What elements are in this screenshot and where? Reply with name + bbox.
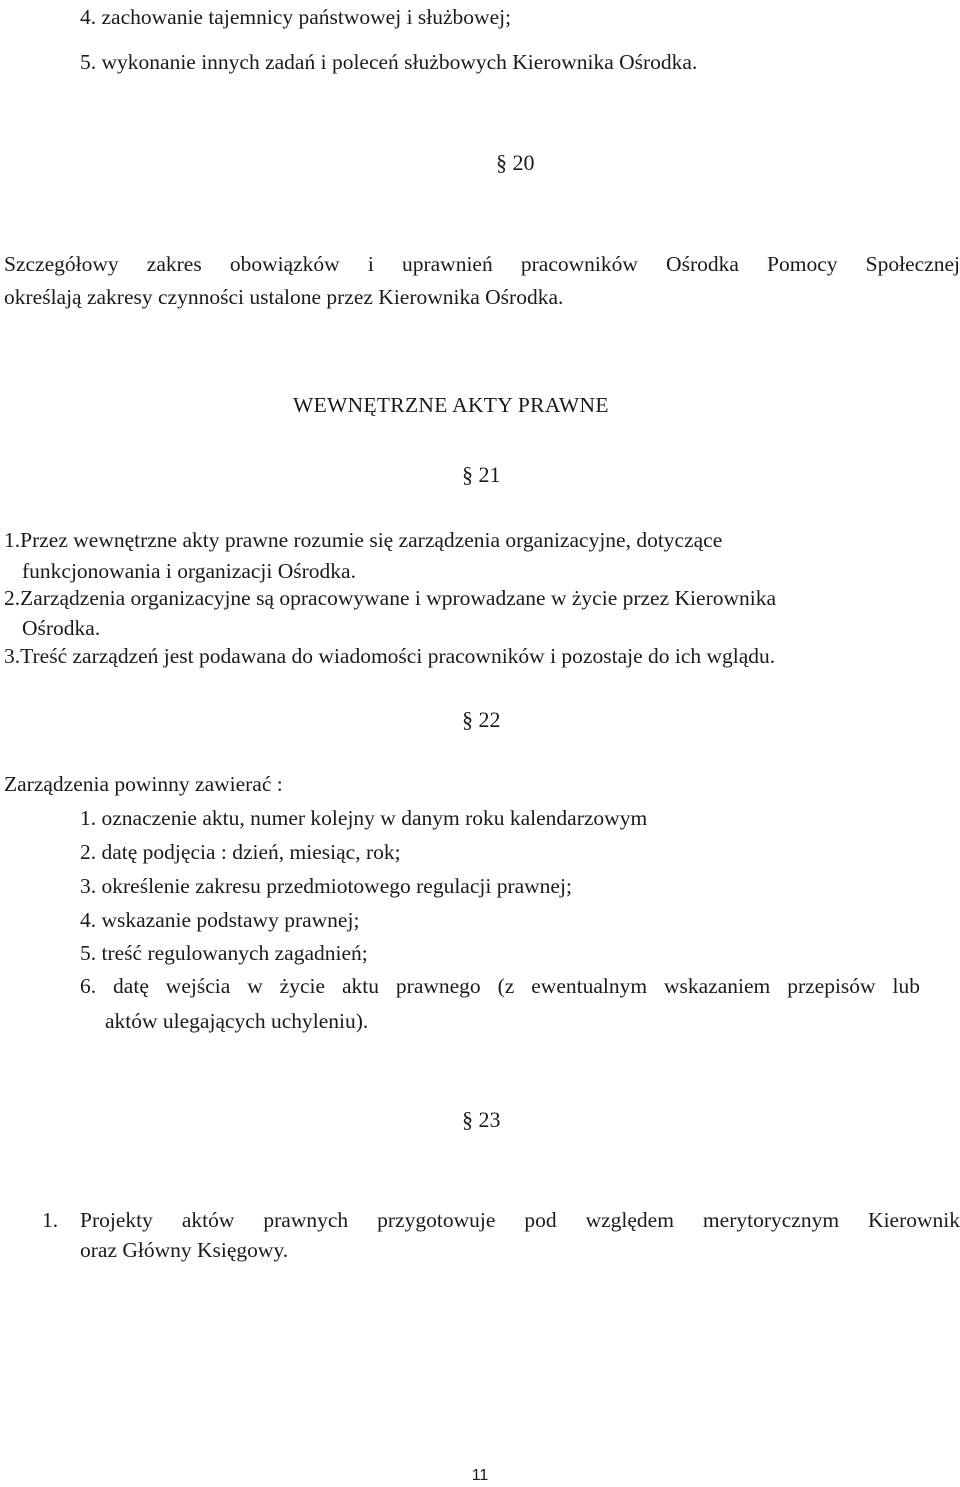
list-item: 2.Zarządzenia organizacyjne są opracowywane i wprowadzane w życie przez Kierownika bbox=[4, 586, 777, 610]
section-number: 22 bbox=[478, 707, 501, 732]
section-symbol: § bbox=[496, 150, 507, 175]
paragraph-line: Szczegółowy zakres obowiązków i uprawnień pracowników Ośrodka Pomocy Społecznej bbox=[4, 252, 960, 276]
section-title: WEWNĘTRZNE AKTY PRAWNE bbox=[293, 393, 609, 417]
list-item-continuation: Ośrodka. bbox=[22, 616, 101, 640]
list-item: 1.Przez wewnętrzne akty prawne rozumie się zarządzenia organizacyjne, dotyczące bbox=[4, 528, 723, 552]
section-heading-22 bbox=[462, 707, 501, 733]
page-number: 11 bbox=[471, 1467, 489, 1484]
section-symbol: § bbox=[462, 462, 473, 487]
list-intro: Zarządzenia powinny zawierać : bbox=[4, 772, 283, 796]
list-item: 4. wskazanie podstawy prawnej; bbox=[80, 908, 360, 932]
section-heading-23 bbox=[462, 1107, 501, 1133]
section-symbol: § bbox=[462, 1107, 473, 1132]
list-item: 1. oznaczenie aktu, numer kolejny w danym roku kalendarzowym bbox=[80, 806, 648, 830]
list-item-continuation: aktów ulegających uchyleniu). bbox=[105, 1009, 369, 1033]
list-item-continuation: funkcjonowania i organizacji Ośrodka. bbox=[22, 559, 356, 583]
section-symbol: § bbox=[462, 707, 473, 732]
list-item: 3.Treść zarządzeń jest podawana do wiadomości pracowników i pozostaje do ich wglądu. bbox=[4, 644, 776, 668]
list-item: Projekty aktów prawnych przygotowuje pod względem merytorycznym Kierownik bbox=[80, 1208, 960, 1232]
list-item: 2. datę podjęcia : dzień, miesiąc, rok; bbox=[80, 840, 401, 864]
section-heading-20 bbox=[496, 150, 535, 176]
list-item: 3. określenie zakresu przedmiotowego regulacji prawnej; bbox=[80, 874, 572, 898]
paragraph-line: określają zakresy czynności ustalone przez Kierownika Ośrodka. bbox=[4, 285, 564, 309]
section-heading-21 bbox=[462, 462, 501, 488]
list-item-continuation: oraz Główny Księgowy. bbox=[80, 1238, 289, 1262]
section-number: 20 bbox=[512, 150, 535, 175]
list-item: 5. wykonanie innych zadań i poleceń służbowych Kierownika Ośrodka. bbox=[80, 50, 698, 74]
list-item: 5. treść regulowanych zagadnień; bbox=[80, 941, 368, 965]
list-item-number: 1. bbox=[42, 1208, 59, 1232]
section-number: 21 bbox=[478, 462, 501, 487]
list-item: 6. datę wejścia w życie aktu prawnego (z ewentualnym wskazaniem przepisów lub bbox=[80, 974, 920, 998]
list-item: 4. zachowanie tajemnicy państwowej i służbowej; bbox=[80, 5, 512, 29]
section-number: 23 bbox=[478, 1107, 501, 1132]
